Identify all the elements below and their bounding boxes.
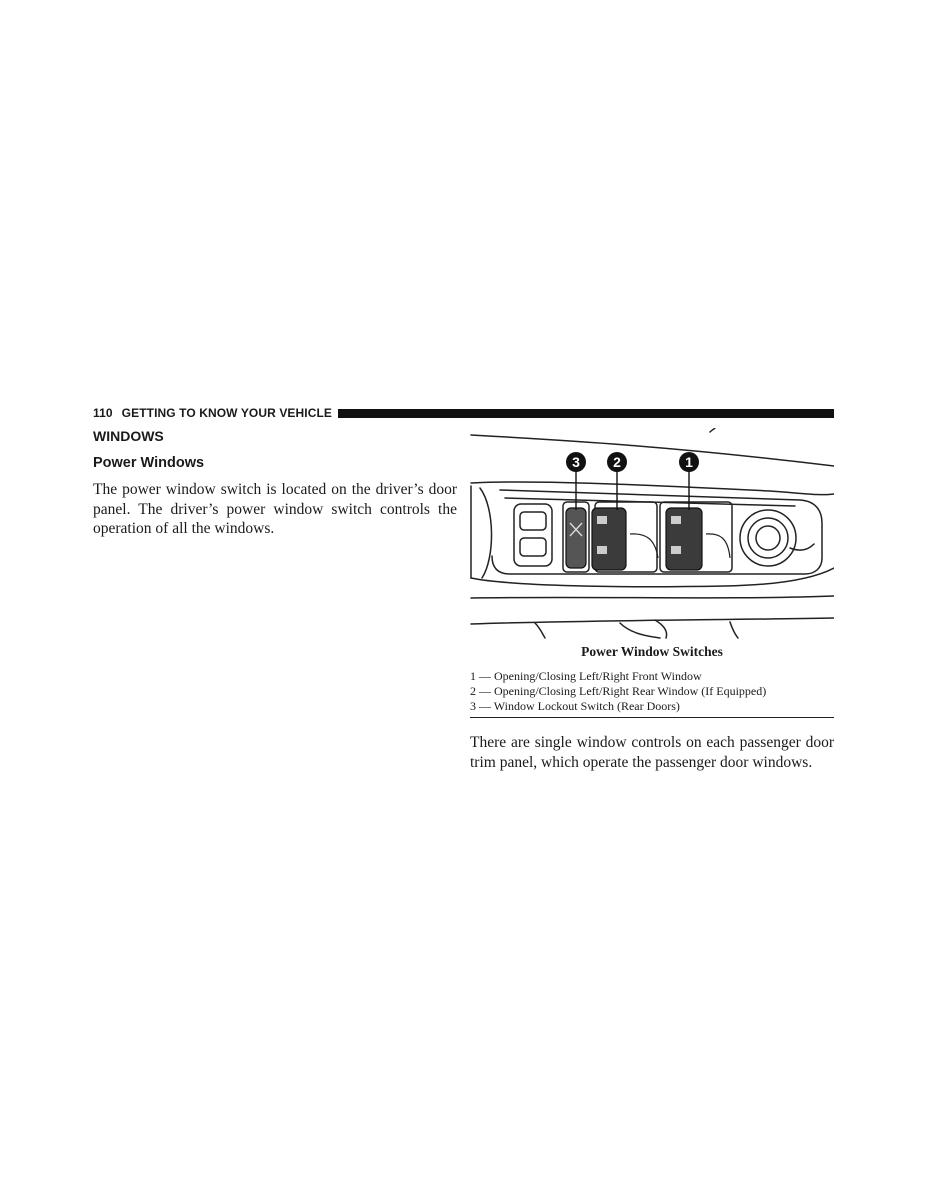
section-title: WINDOWS [93, 428, 164, 444]
callout-3-label: 3 [572, 454, 580, 470]
callout-1-label: 1 [685, 454, 693, 470]
subsection-title: Power Windows [93, 455, 205, 471]
page-number: 110 [93, 406, 113, 420]
callout-1 [679, 452, 699, 472]
callout-2 [607, 452, 627, 472]
page-header [93, 405, 834, 421]
figure-caption: Power Window Switches [581, 644, 723, 659]
intro-paragraph: The power window switch is located on the driver’s door panel. The driver’s power window switch controls the operation of all the windows. [93, 481, 457, 537]
legend-item-3: 3 — Window Lockout Switch (Rear Doors) [470, 699, 680, 714]
figure-legend [470, 669, 834, 715]
legend-item-1: 1 — Opening/Closing Left/Right Front Window [470, 669, 702, 683]
callout-2-label: 2 [613, 454, 621, 470]
running-head: GETTING TO KNOW YOUR VEHICLE [121, 406, 333, 420]
closing-paragraph: There are single window controls on each passenger door trim panel, which operate the passenger door windows. [470, 734, 834, 771]
callout-3 [566, 452, 586, 472]
header-rule [338, 409, 834, 418]
legend-item-2: 2 — Opening/Closing Left/Right Rear Window (If Equipped) [470, 684, 767, 699]
power-window-switches-illustration [470, 428, 834, 640]
legend-divider [470, 717, 834, 718]
